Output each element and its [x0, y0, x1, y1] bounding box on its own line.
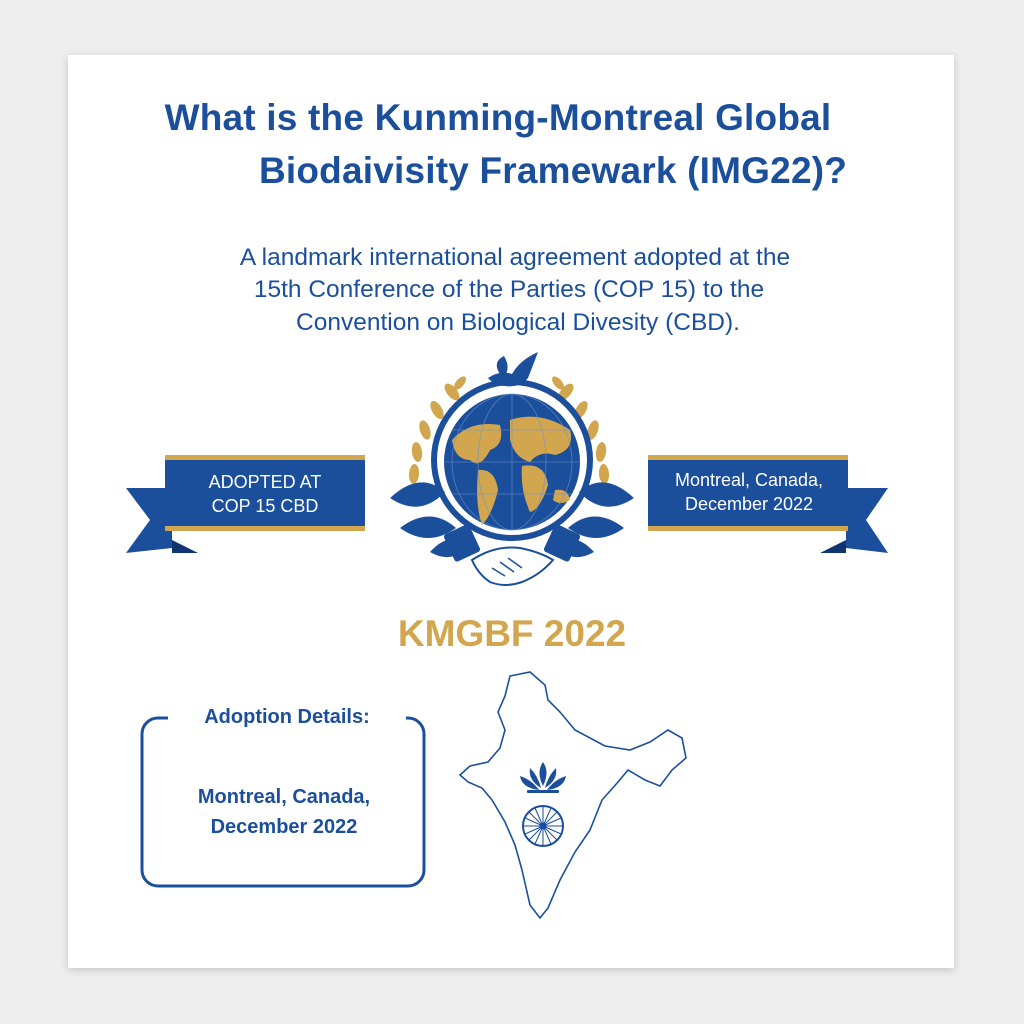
- india-map-icon: [460, 672, 686, 918]
- subtitle-line1: A landmark international agreement adopted at the: [239, 244, 791, 271]
- right-ribbon-line2: December 2022: [684, 494, 814, 514]
- lotus-icon: [520, 762, 566, 793]
- handshake-icon: [443, 523, 581, 585]
- adoption-details-line2: December 2022: [210, 816, 358, 838]
- page-title-line2: Biodaivisity Framewark (IMG22)?: [258, 150, 848, 191]
- adoption-details-line1: Montreal, Canada,: [197, 786, 371, 808]
- right-ribbon-line1: Montreal, Canada,: [674, 470, 824, 490]
- page-title-line1: What is the Kunming-Montreal Global: [164, 97, 832, 138]
- adoption-details-text: [146, 782, 422, 842]
- right-ribbon-text: [650, 468, 848, 516]
- subtitle-line2: 15th Conference of the Parties (COP 15) to the: [253, 276, 765, 303]
- kmgbf-label: KMGBF 2022: [397, 613, 627, 654]
- adoption-details-title: Adoption Details:: [168, 706, 406, 729]
- left-ribbon-text: [165, 470, 365, 518]
- left-ribbon-line1: ADOPTED AT: [208, 472, 322, 492]
- subtitle-line3: Convention on Biological Divesity (CBD).: [296, 309, 740, 336]
- left-ribbon-line2: COP 15 CBD: [211, 496, 319, 516]
- ashoka-chakra-icon: [523, 806, 563, 846]
- globe-icon: [444, 394, 580, 530]
- emblem: [390, 352, 634, 585]
